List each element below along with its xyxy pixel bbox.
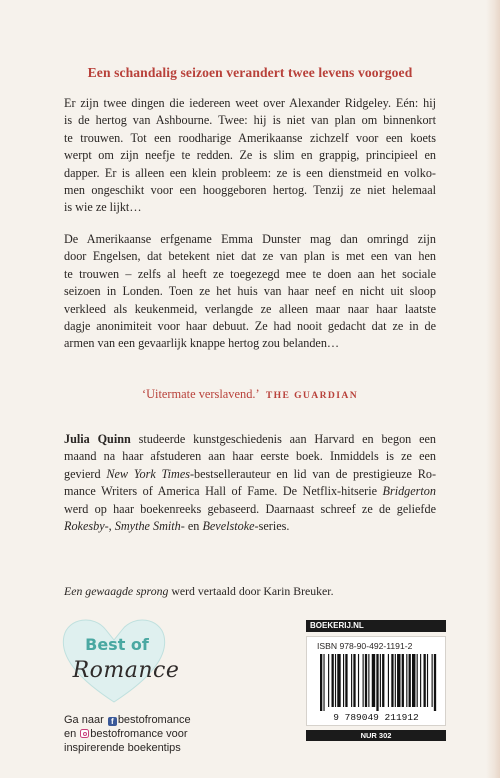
social-text: Ga naar: [64, 714, 107, 726]
text-line: [64, 518, 436, 535]
text-line: is de hertog van Ashbourne. Twee: hij is niet van plan om binnenkort: [64, 113, 436, 128]
barcode-bar: [388, 654, 389, 707]
barcode-bar: [320, 654, 322, 711]
barcode-bar: [372, 654, 375, 707]
social-tagline: inspirerende boekentips: [64, 742, 181, 754]
text-line: armen van een gevaarlijk knappe hertog zou belanden…: [64, 336, 340, 351]
barcode-bar: [409, 654, 411, 707]
bio-text: gevierd: [64, 466, 107, 481]
barcode-image: [311, 654, 441, 722]
bio-italic: Bevelstoke: [202, 519, 255, 534]
barcode-bar: [382, 654, 384, 707]
barcode-bar: [412, 654, 415, 707]
barcode-bar: [358, 654, 359, 707]
barcode-bar: [434, 654, 436, 711]
isbn-text: ISBN 978-90-492-1191-2: [317, 641, 413, 651]
barcode-bar: [332, 654, 334, 707]
nur-label: NUR 302: [306, 730, 446, 741]
publisher-label: BOEKERIJ.NL: [306, 620, 446, 632]
text-line: dagje anonimiteit voor haar debuut. Ze had nooit gedacht dat ze in de: [64, 319, 436, 334]
review-quote: [0, 387, 500, 402]
text-line: werd op haar boekenreeks gebaseerd. Daarnaast schreef ze de geliefde: [64, 501, 436, 516]
barcode-bar: [376, 654, 378, 711]
barcode-bar: [406, 654, 407, 707]
barcode-number: 9 789049 211912: [333, 712, 419, 722]
text-line: [64, 483, 436, 500]
instagram-link[interactable]: bestofromance: [90, 728, 164, 740]
bio-italic: Rokesby-: [64, 519, 109, 534]
text-line: [64, 466, 436, 483]
barcode-bar: [335, 654, 336, 707]
text-line: [64, 431, 436, 448]
text-line: te trouwen – zelfs al heeft ze toegezegd mee te doen aan het sociale: [64, 266, 436, 281]
barcode-bar: [337, 654, 340, 707]
author-name: Julia Quinn: [64, 432, 131, 446]
text-line: verkleed als keukenmeid, verlangde ze alleen maar naar haar laatste: [64, 301, 436, 316]
headline: Een schandalig seizoen verandert twee levens voorgoed: [87, 65, 413, 80]
barcode-bar: [427, 654, 428, 707]
facebook-link[interactable]: bestofromance: [117, 714, 191, 726]
bio-italic: Bridgerton: [382, 484, 436, 499]
barcode-bar: [432, 654, 433, 707]
barcode-bar: [397, 654, 400, 707]
instagram-row: [64, 727, 191, 741]
best-of-romance-logo: [50, 606, 200, 716]
facebook-icon: f: [108, 717, 117, 726]
blurb-paragraph-1: [64, 95, 436, 217]
barcode-box: [306, 636, 446, 726]
barcode-bar: [391, 654, 393, 707]
quote-text: ‘Uitermate verslavend.’: [141, 387, 259, 401]
text-line: door Engelsen, dat betekent niet dat ze van plan is met een van hen: [64, 249, 436, 264]
barcode-bar: [323, 654, 324, 711]
social-links: [64, 713, 191, 755]
barcode-bar: [345, 654, 347, 707]
bio-text: en: [184, 519, 203, 534]
blurb-paragraph-2: [64, 231, 436, 353]
bio-text: -bestsellerauteur en lid van de prestigieuze Ro-: [190, 466, 436, 481]
barcode-bar: [417, 654, 418, 707]
instagram-icon: [80, 729, 89, 738]
barcode-bar: [363, 654, 364, 707]
barcode-bar: [351, 654, 352, 707]
barcode-bar: [402, 654, 404, 707]
text-line: werpt om zijn neefje te redden. Ze is slim en grappig, principieel en: [64, 148, 436, 163]
bio-italic: New York Times: [106, 466, 190, 481]
barcode-bar: [424, 654, 426, 707]
barcode-bar: [353, 654, 355, 707]
barcode-bar: [328, 654, 329, 707]
bio-text: studeerde kunstgeschiedenis aan Harvard en begon een: [130, 432, 436, 446]
bio-text: ,: [108, 519, 115, 534]
logo-best-of: Best of: [85, 635, 149, 654]
translator-text: werd vertaald door Karin Breuker.: [168, 584, 334, 598]
text-line: te trouwen. Tot een roodharige Amerikaanse zichzelf voor een koets: [64, 130, 436, 145]
author-bio: [64, 431, 436, 535]
barcode-bar: [395, 654, 396, 707]
text-line: De Amerikaanse erfgename Emma Dunster mag dan omringd zijn: [64, 232, 436, 246]
translation-credit: [64, 584, 334, 599]
facebook-row: [64, 713, 191, 727]
barcode-bar: [368, 654, 369, 707]
text-line: Er zijn twee dingen die iedereen weet over Alexander Ridgeley. Eén: hij: [64, 96, 436, 110]
barcode-bar: [420, 654, 421, 707]
barcode-bar: [343, 654, 344, 707]
text-line: dapper. Er is alleen een klein probleem: ze is een dienstmeid en volko-: [64, 165, 436, 180]
text-line: seizoen in Londen. Toen ze het huis van haar neef en nicht uit sloop: [64, 284, 436, 299]
social-text: en: [64, 728, 80, 740]
bio-text: -series.: [254, 519, 290, 534]
quote-source: THE GUARDIAN: [265, 390, 359, 401]
bio-text: mance Writers of America Hall of Fame. De Netflix-hitserie: [64, 484, 383, 499]
barcode-bar: [380, 654, 381, 707]
barcode-bar: [365, 654, 367, 707]
text-line: is wie ze lijkt…: [64, 200, 142, 215]
text-line: maand na haar afstuderen aan haar eerste boek. Inmiddels is ze een: [64, 449, 436, 464]
logo-romance: Romance: [72, 658, 180, 683]
bio-italic: Smythe Smith-: [114, 519, 185, 534]
social-text: voor: [163, 728, 188, 740]
text-line: men ongeschikt voor een hooggeboren hertog. Tenzij ze niet helemaal: [64, 183, 436, 198]
translated-title: Een gewaagde sprong: [64, 584, 169, 598]
